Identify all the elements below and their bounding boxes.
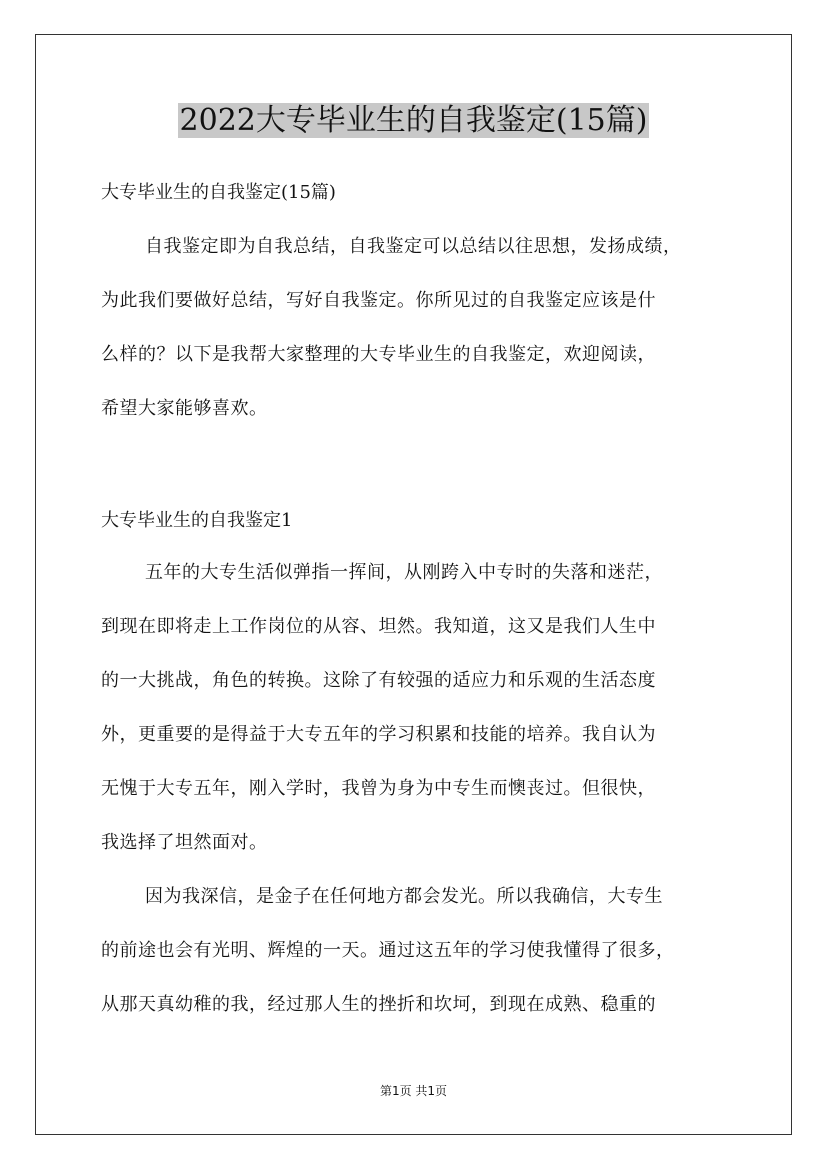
section1-para1-line-6: 我选择了坦然面对。	[101, 832, 268, 853]
section1-para2-line-2: 的前途也会有光明、辉煌的一天。通过这五年的学习使我懂得了很多，	[101, 940, 675, 961]
intro-line-3: 么样的？以下是我帮大家整理的大专毕业生的自我鉴定，欢迎阅读，	[101, 344, 656, 365]
intro-line-1: 自我鉴定即为自我总结，自我鉴定可以总结以往思想，发扬成绩，	[145, 236, 682, 257]
document-title: 2022大专毕业生的自我鉴定(15篇)	[179, 103, 648, 138]
section-heading-1: 大专毕业生的自我鉴定1	[101, 510, 293, 531]
intro-line-4: 希望大家能够喜欢。	[101, 398, 268, 419]
section1-para1-line-5: 无愧于大专五年，刚入学时，我曾为身为中专生而懊丧过。但很快，	[101, 778, 656, 799]
section1-para1-line-4: 外，更重要的是得益于大专五年的学习积累和技能的培养。我自认为	[101, 724, 656, 745]
intro-line-2: 为此我们要做好总结，写好自我鉴定。你所见过的自我鉴定应该是什	[101, 290, 656, 311]
section1-para1-line-1: 五年的大专生活似弹指一挥间，从刚跨入中专时的失落和迷茫，	[145, 562, 663, 583]
section1-para2-line-1: 因为我深信，是金子在任何地方都会发光。所以我确信，大专生	[145, 886, 663, 907]
section1-para1-line-2: 到现在即将走上工作岗位的从容、坦然。我知道，这又是我们人生中	[101, 616, 656, 637]
document-subtitle: 大专毕业生的自我鉴定(15篇)	[101, 182, 336, 203]
section1-para1-line-3: 的一大挑战，角色的转换。这除了有较强的适应力和乐观的生活态度	[101, 670, 656, 691]
page-footer: 第1页 共1页	[379, 1084, 448, 1098]
section1-para2-line-3: 从那天真幼稚的我，经过那人生的挫折和坎坷，到现在成熟、稳重的	[101, 994, 656, 1015]
